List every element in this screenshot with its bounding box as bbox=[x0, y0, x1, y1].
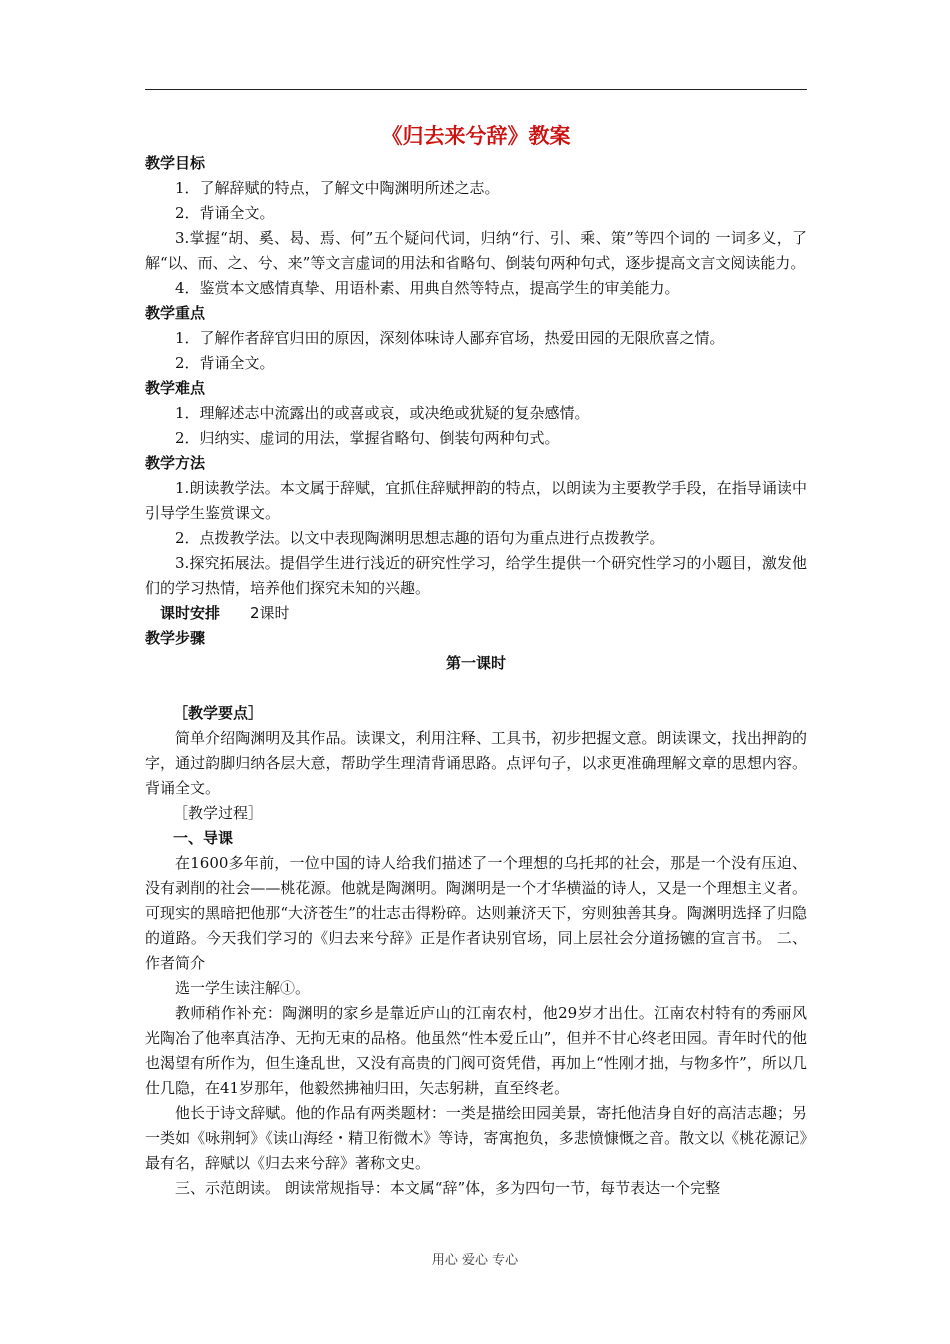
objective-item: 3.掌握“胡、奚、曷、焉、何”五个疑问代词，归纳“行、引、乘、策”等四个词的 一词多义，了解“以、而、之、兮、来”等文言虚词的用法和省略句、倒装句两种句式，逐步提高文言文阅读能力。 bbox=[145, 229, 807, 272]
teacher-supplement: 教师稍作补充：陶渊明的家乡是靠近庐山的江南农村，他29岁才出仕。江南农村特有的秀丽风光陶冶了他率真洁净、无拘无束的品格。他虽然“性本爱丘山”，但并不甘心终老田园。青年时代的他也渴望有所作为，但生逢乱世，又没有高贵的门阀可资凭借，再加上“性刚才拙，与物多忤”，所以几仕几隐，在41岁那年，他毅然拂袖归田，矢志躬耕，直至终老。 bbox=[145, 1004, 807, 1097]
key-point-item: 2．背诵全文。 bbox=[175, 354, 275, 372]
reading-text: 朗读常规指导：本文属“辞”体，多为四句一节，每节表达一个完整 bbox=[284, 1179, 721, 1197]
objective-item: 2．背诵全文。 bbox=[175, 204, 275, 222]
key-point-item: 1．了解作者辞官归田的原因，深刻体味诗人鄙弃官场，热爱田园的无限欣喜之情。 bbox=[175, 329, 725, 347]
method-item: 1.朗读教学法。本文属于辞赋，宜抓住辞赋押韵的特点，以朗读为主要教学手段，在指导诵读中引导学生鉴赏课文。 bbox=[145, 479, 807, 522]
methods-heading: 教学方法 bbox=[145, 454, 206, 472]
works-text: 他长于诗文辞赋。他的作品有两类题材：一类是描绘田园美景，寄托他洁身自好的高洁志趣；另一类如《咏荆轲》《读山海经・精卫衔微木》等诗，寄寓抱负，多悲愤慷慨之音。散文以《桃花源记》最有名，辞赋以《归去来兮辞》著称文史。 bbox=[145, 1104, 807, 1172]
difficulty-item: 2．归纳实、虚词的用法，掌握省略句、倒装句两种句式。 bbox=[175, 429, 560, 447]
period-arrangement bbox=[145, 601, 807, 626]
period-label: 课时安排 bbox=[160, 604, 221, 622]
intro-heading: 一、导课 bbox=[173, 829, 234, 847]
period-value: 2课时 bbox=[250, 604, 290, 622]
difficulties-heading: 教学难点 bbox=[145, 379, 206, 397]
key-text: 简单介绍陶渊明及其作品。读课文，利用注释、工具书，初步把握文意。朗读课文，找出押韵的字，通过韵脚归纳各层大意，帮助学生理清背诵思路。点评句子，以求更准确理解文章的思想内容。背诵全文。 bbox=[145, 729, 807, 797]
header-rule bbox=[145, 89, 807, 90]
lesson-title: 第一课时 bbox=[445, 654, 506, 672]
lesson-plan bbox=[145, 121, 807, 1201]
objectives-heading: 教学目标 bbox=[145, 154, 206, 172]
reading-paragraph bbox=[145, 1176, 807, 1201]
intro-text bbox=[145, 851, 807, 976]
objective-item: 1．了解辞赋的特点，了解文中陶渊明所述之志。 bbox=[175, 179, 500, 197]
key-points-heading: 教学重点 bbox=[145, 304, 206, 322]
read-note: 选一学生读注解①。 bbox=[175, 979, 311, 997]
intro-body: 在1600多年前，一位中国的诗人给我们描述了一个理想的乌托邦的社会，那是一个没有压迫、没有剥削的社会——桃花源。他就是陶渊明。陶渊明是一个才华横溢的诗人，又是一个理想主义者。可现实的黑暗把他那“大济苍生”的壮志击得粉碎。达则兼济天下，穷则独善其身。陶渊明选择了归隐的道路。今天我们学习的《归去来兮辞》正是作者诀别官场，同上层社会分道扬镳的宣言书。 bbox=[145, 854, 807, 947]
author-heading: 二、作者简介 bbox=[145, 929, 807, 972]
difficulty-item: 1．理解述志中流露出的或喜或哀，或决绝或犹疑的复杂感情。 bbox=[175, 404, 590, 422]
page-footer: 用心 爱心 专心 bbox=[431, 1253, 519, 1268]
objective-item: 4．鉴赏本文感情真挚、用语朴素、用典自然等特点，提高学生的审美能力。 bbox=[175, 279, 680, 297]
key-label: ［教学要点］ bbox=[173, 704, 264, 722]
method-item: 3.探究拓展法。提倡学生进行浅近的研究性学习，给学生提供一个研究性学习的小题目，激发他们的学习热情，培养他们探究未知的兴趣。 bbox=[145, 554, 807, 597]
page-title: 《归去来兮辞》教案 bbox=[381, 124, 571, 148]
process-label: ［教学过程］ bbox=[173, 804, 264, 822]
method-item: 2．点拨教学法。以文中表现陶渊明思想志趣的语句为重点进行点拨教学。 bbox=[175, 529, 665, 547]
reading-heading: 三、示范朗读。 bbox=[175, 1179, 281, 1197]
steps-heading: 教学步骤 bbox=[145, 629, 206, 647]
